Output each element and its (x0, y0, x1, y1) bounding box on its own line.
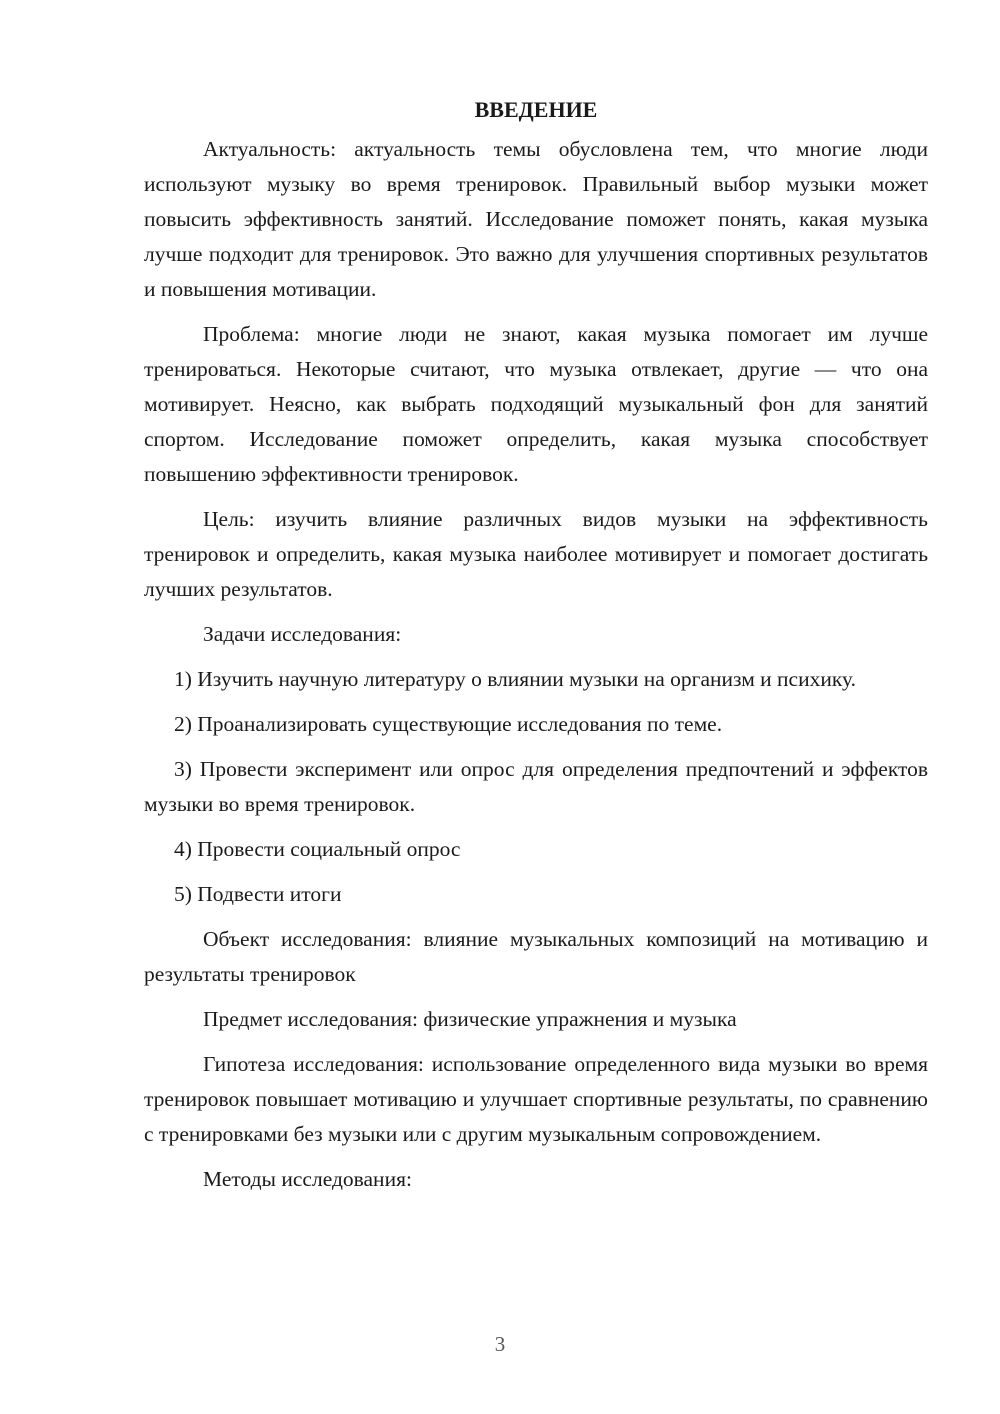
hypothesis-paragraph: Гипотеза исследования: использование определенного вида музыки во время тренировок повышает мотивацию и улучшает спортивные результаты, по сравнению с тренировками без музыки или с другим музыкальным сопровождением. (144, 1052, 928, 1146)
task-item-2: 2) Проанализировать существующие исследования по теме. (174, 712, 723, 736)
subject-paragraph: Предмет исследования: физические упражнения и музыка (203, 1007, 737, 1031)
page-content (144, 92, 928, 1207)
task-item-3: 3) Провести эксперимент или опрос для определения предпочтений и эффектов музыки во время тренировок. (144, 757, 928, 816)
task-item-4: 4) Провести социальный опрос (174, 837, 461, 861)
problem-paragraph: Проблема: многие люди не знают, какая музыка помогает им лучше тренироваться. Некоторые считают, что музыка отвлекает, другие — что она мотивирует. Неясно, как выбрать подходящий музыкальный фон для занятий спортом. Исследование поможет определить, какая музыка способствует повышению эффективности тренировок. (144, 322, 928, 486)
methods-heading: Методы исследования: (203, 1167, 412, 1191)
section-heading: ВВЕДЕНИЕ (474, 97, 598, 122)
object-paragraph: Объект исследования: влияние музыкальных композиций на мотивацию и результаты тренировок (144, 927, 928, 986)
tasks-heading: Задачи исследования: (203, 622, 402, 646)
relevance-paragraph: Актуальность: актуальность темы обусловлена тем, что многие люди используют музыку во время тренировок. Правильный выбор музыки может повысить эффективность занятий. Исследование поможет понять, какая музыка лучше подходит для тренировок. Это важно для улучшения спортивных результатов и повышения мотивации. (144, 137, 928, 301)
task-item-5: 5) Подвести итоги (174, 882, 342, 906)
task-item-1: 1) Изучить научную литературу о влиянии музыки на организм и психику. (174, 667, 856, 691)
page-number: 3 (494, 1332, 506, 1356)
goal-paragraph: Цель: изучить влияние различных видов музыки на эффективность тренировок и определить, какая музыка наиболее мотивирует и помогает достигать лучших результатов. (144, 507, 928, 601)
